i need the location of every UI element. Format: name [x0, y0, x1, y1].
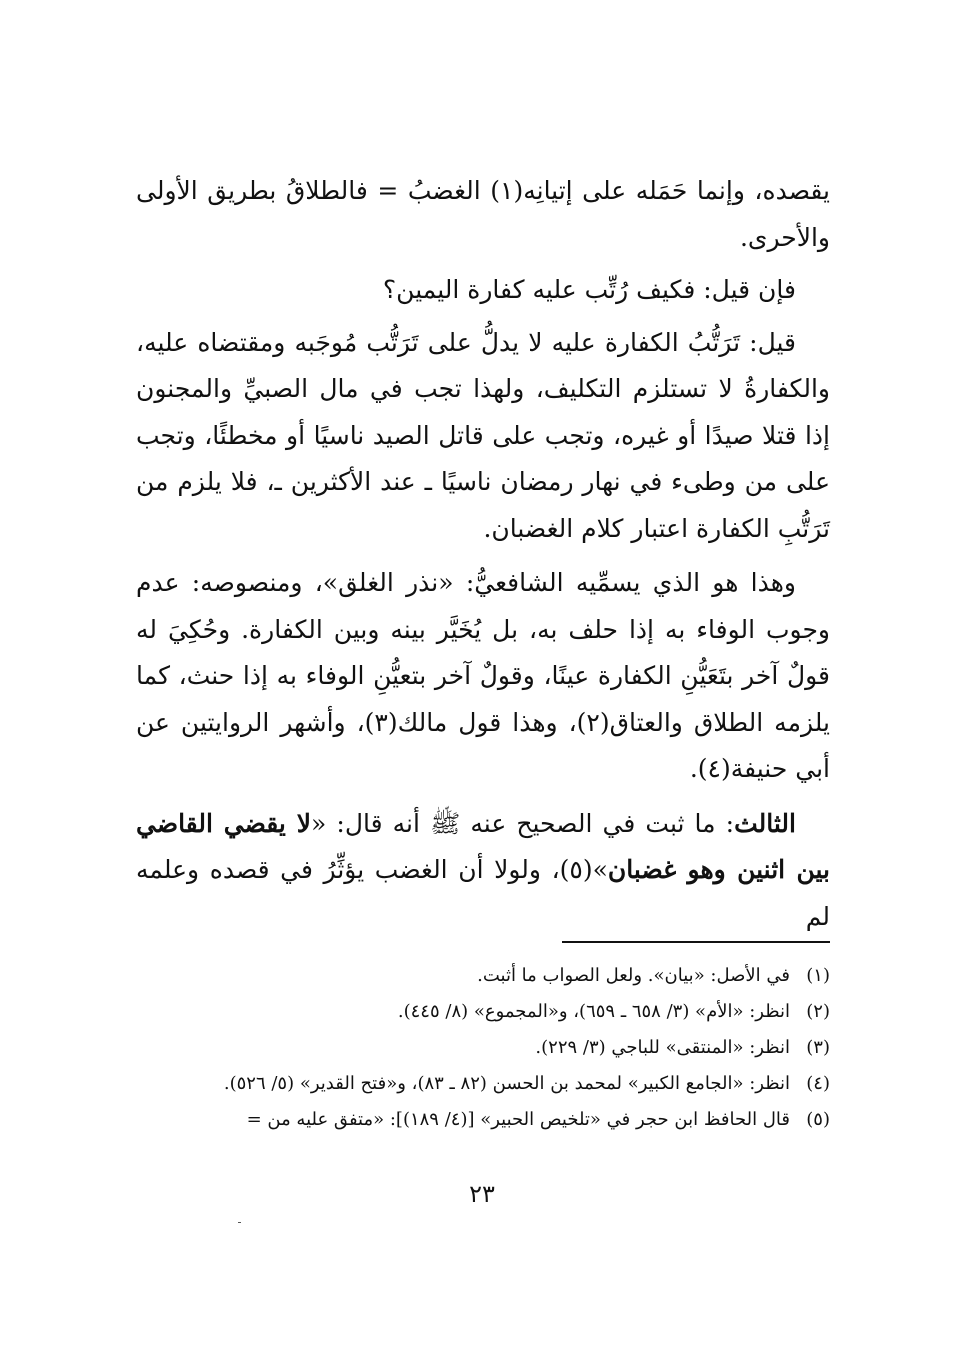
footnote-text: انظر: «الأم» (٣/ ٦٥٨ ـ ٦٥٩)، و«المجموع» (٨/ ٤٤٥).	[397, 1001, 790, 1022]
footnote-5	[136, 1102, 830, 1138]
paragraph-5-text-a: : ما ثبت في الصحيح عنه ﷺ أنه قال: «	[311, 808, 735, 838]
paragraph-2: فإن قيل: فكيف رُتِّب عليه كفارة اليمين؟	[382, 275, 796, 304]
footnote-number: (١)	[806, 965, 830, 986]
footnote-4	[136, 1066, 830, 1102]
footnote-text: في الأصل: «بيان». ولعل الصواب ما أثبت.	[477, 965, 790, 986]
footnote-number: (٣)	[806, 1037, 830, 1058]
footnote-text: انظر: «الجامع الكبير» لمحمد بن الحسن (٨٢ ـ ٨٣)، و«فتح القدير» (٥/ ٥٢٦).	[223, 1073, 790, 1094]
main-text	[136, 168, 830, 940]
footnote-1	[136, 958, 830, 994]
footnote-text: قال الحافظ ابن حجر في «تلخيص الحبير» [(٤/ ١٨٩)]: «متفق عليه من =	[246, 1109, 790, 1130]
paragraph-4: وهذا هو الذي يسمِّيه الشافعيُّ: «نذر الغلق»، ومنصوصه: عدم وجوب الوفاء به إذا حلف به، بل يُخَيَّر بينه وبين الكفارة. وحُكِيَ له قولٌ آخر بتَعَيُّنِ الكفارة عينًا، وقولٌ آخر بتعيُّنِ الوفاء به إذا حنث، كما يلزمه الطلاق والعتاق(٢)، وهذا قول مالك(٣)، وأشهر الروايتين عن أبي حنيفة(٤).	[136, 568, 830, 783]
paragraph-5-text-b: »(٥)، ولولا أن الغضب يؤثِّرُ في قصده وعلمه لم	[136, 855, 830, 931]
footnote-3	[136, 1030, 830, 1066]
paragraph-5	[136, 801, 830, 941]
footnote-separator	[562, 941, 830, 943]
hadith-quote: لا يقضي القاضي بين اثنين وهو غضبان	[136, 808, 830, 884]
section-lead: الثالث	[734, 808, 796, 838]
footnotes	[136, 958, 830, 1138]
paragraph-3: قيل: تَرَتُّبُ الكفارة عليه لا يدلُّ على تَرَتُّب مُوجَبه ومقتضاه عليه، والكفارةُ لا تستلزم التكليف، ولهذا تجب في مال الصبيِّ والمجنون إذا قتلا صيدًا أو غيره، وتجب على قاتل الصيد ناسيًا أو مخطئًا، وتجب على من وطىء في نهار رمضان ناسيًا ـ عند الأكثرين ـ، فلا يلزم من تَرَتُّبِ الكفارة اعتبار كلام الغضبان.	[136, 327, 830, 543]
paragraph-1: يقصده، وإنما حَمَله على إتيانِه(١) الغضبُ = فالطلاقُ بطريق الأولى والأحرى.	[136, 176, 830, 252]
footnote-number: (٥)	[806, 1109, 830, 1130]
footnote-number: (٤)	[806, 1073, 830, 1094]
footnote-text: انظر: «المنتقى» للباجي (٣/ ٢٢٩).	[535, 1037, 790, 1058]
scan-speck	[238, 1222, 241, 1223]
page-content	[136, 168, 830, 1130]
page-number: ٢٣	[469, 1180, 495, 1208]
footnote-number: (٢)	[806, 1001, 830, 1022]
footnote-2	[136, 994, 830, 1030]
